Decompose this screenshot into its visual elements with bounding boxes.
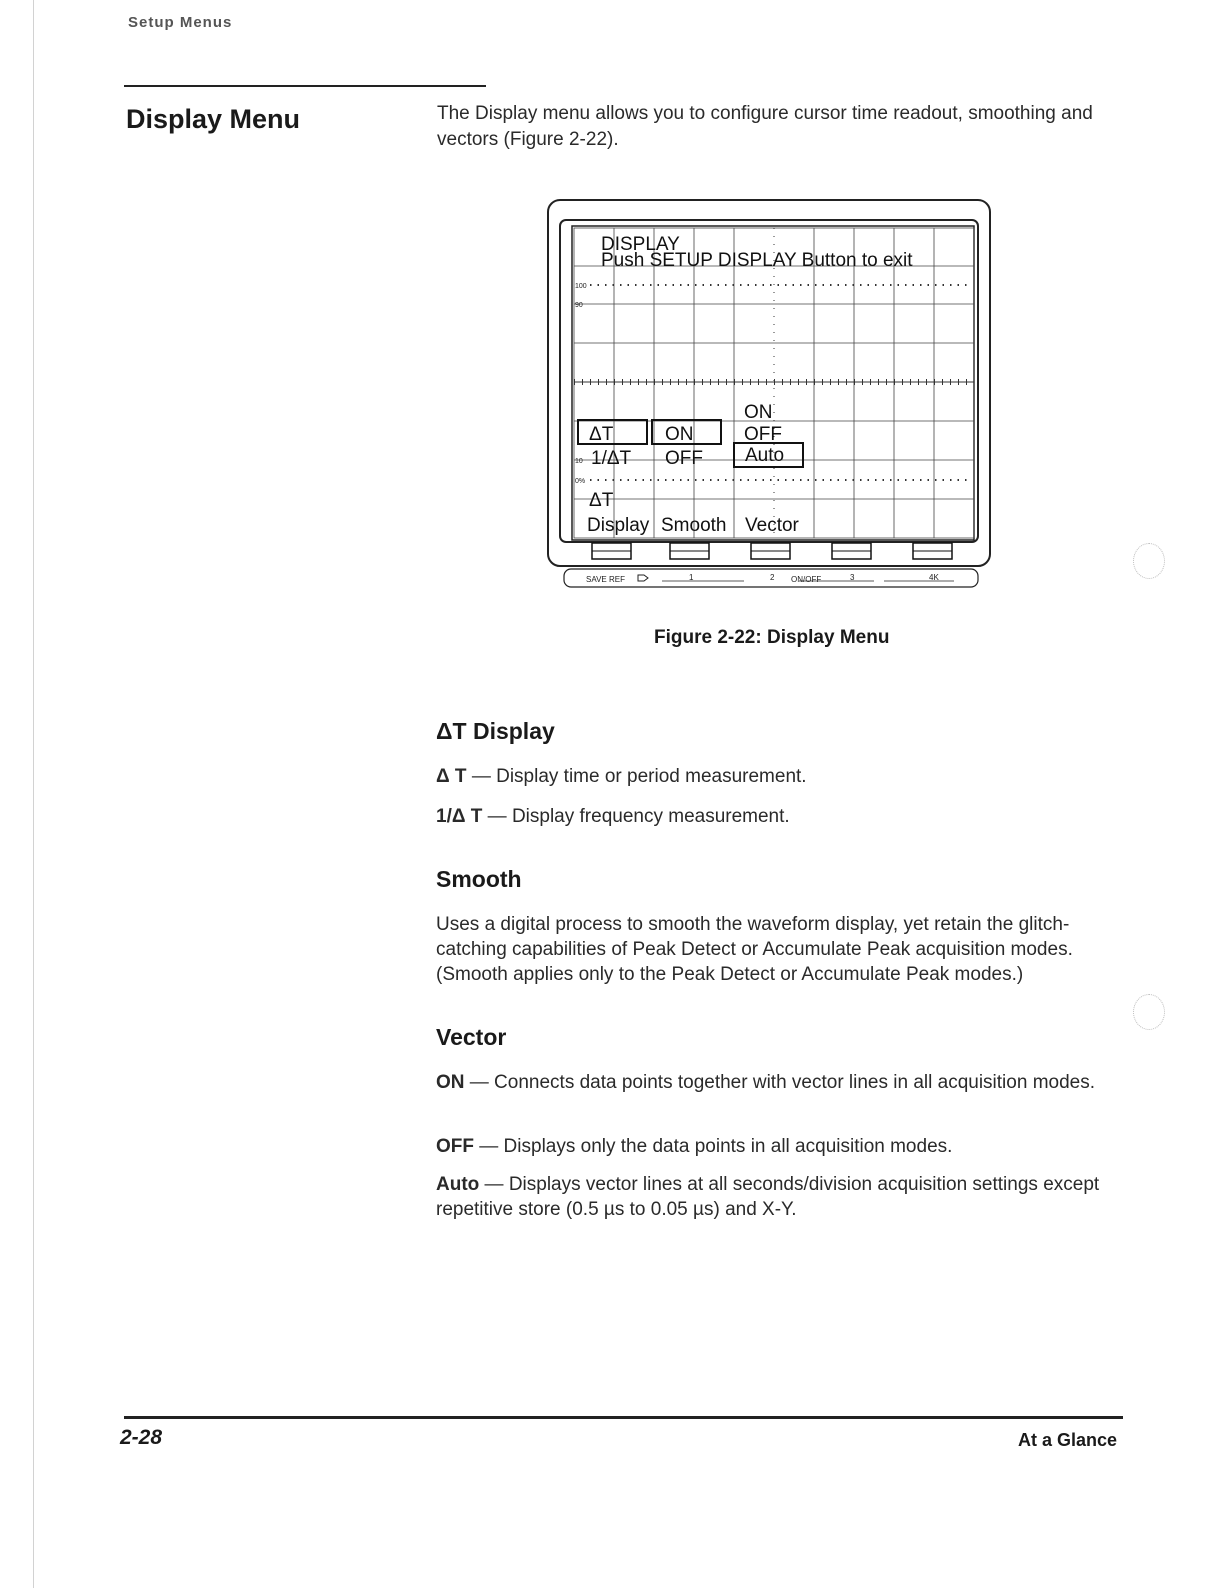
vector-auto-description: — Displays vector lines at all seconds/division acquisition settings except repetitive store (0.5 µs to 0.05 µs) and X-Y. bbox=[436, 1174, 1100, 1220]
graticule-label-100: 100 bbox=[575, 283, 587, 290]
vector-heading: Vector bbox=[436, 1024, 507, 1050]
section-title: Display Menu bbox=[126, 104, 301, 134]
bezel-label-1: 1 bbox=[689, 573, 694, 582]
delta-t-description: — Display time or period measurement. bbox=[471, 766, 807, 787]
smooth-description: Uses a digital process to smooth the waveform display, yet retain the glitch-catching capabilities of Peak Detect or Accumulate Peak acquisition modes. (Smooth applies only to the Peak Detect or Accumulate Peak modes.) bbox=[436, 914, 1073, 985]
page-number: 2-28 bbox=[120, 1426, 163, 1449]
graticule-label-0: 0% bbox=[575, 478, 586, 485]
punch-hole-mark bbox=[1133, 994, 1165, 1030]
graticule-label-90: 90 bbox=[575, 302, 583, 309]
vector-on-description: — Connects data points together with vector lines in all acquisition modes. bbox=[469, 1072, 1095, 1093]
binding-edge-line bbox=[33, 0, 34, 1588]
display-menu-figure bbox=[544, 196, 996, 596]
menu-label-vector: Vector bbox=[745, 515, 799, 536]
vector-off-term: OFF bbox=[436, 1136, 474, 1157]
inverse-delta-t-item bbox=[436, 804, 1126, 829]
smooth-on-option: ON bbox=[665, 424, 694, 445]
figure-caption: Figure 2-22: Display Menu bbox=[654, 627, 890, 648]
vector-on-option: ON bbox=[744, 402, 773, 423]
header-rule bbox=[124, 85, 486, 87]
section-intro: The Display menu allows you to configure cursor time readout, smoothing and vectors (Figure 2-22). bbox=[437, 103, 1093, 150]
bezel-label-3: 3 bbox=[850, 573, 855, 582]
screen-instruction: Push SETUP DISPLAY Button to exit bbox=[601, 250, 913, 271]
delta-t-item bbox=[436, 764, 1126, 789]
smooth-heading: Smooth bbox=[436, 866, 522, 892]
screen-title: DISPLAY bbox=[601, 234, 680, 255]
inverse-delta-t-description: — Display frequency measurement. bbox=[487, 806, 790, 827]
delta-t-heading: ΔT Display bbox=[436, 718, 555, 744]
bezel-label-2: 2 bbox=[770, 573, 775, 582]
footer-rule bbox=[124, 1416, 1123, 1419]
vector-auto-term: Auto bbox=[436, 1174, 480, 1195]
running-header: Setup Menus bbox=[128, 14, 233, 31]
vector-off-item bbox=[436, 1134, 1126, 1159]
scope-screen bbox=[572, 226, 974, 540]
graticule-label-10: 10 bbox=[575, 458, 583, 465]
delta-t-term: Δ T bbox=[436, 766, 467, 787]
smooth-off-option: OFF bbox=[665, 448, 703, 469]
bezel-label-save-ref: SAVE REF bbox=[586, 575, 625, 584]
vector-auto-option: Auto bbox=[745, 445, 785, 466]
vector-on-item bbox=[436, 1070, 1126, 1095]
vector-off-option: OFF bbox=[744, 424, 782, 445]
punch-hole-mark bbox=[1133, 543, 1165, 579]
oscilloscope-screen-illustration bbox=[544, 196, 996, 596]
menu-label-smooth: Smooth bbox=[661, 515, 727, 536]
inverse-delta-t-option: 1/ΔT bbox=[591, 448, 632, 469]
vector-auto-item bbox=[436, 1172, 1126, 1222]
menu-label-display: Display bbox=[587, 515, 650, 536]
footer-title: At a Glance bbox=[1017, 1430, 1117, 1450]
vector-on-term: ON bbox=[436, 1072, 465, 1093]
inverse-delta-t-term: 1/Δ T bbox=[436, 806, 483, 827]
delta-t-readout: ΔT bbox=[589, 490, 614, 511]
bezel-label-on-off: ON/OFF bbox=[791, 575, 822, 584]
bezel-label-4k: 4K bbox=[929, 573, 939, 582]
delta-t-option: ΔT bbox=[589, 424, 614, 445]
vector-off-description: — Displays only the data points in all acquisition modes. bbox=[479, 1136, 953, 1157]
